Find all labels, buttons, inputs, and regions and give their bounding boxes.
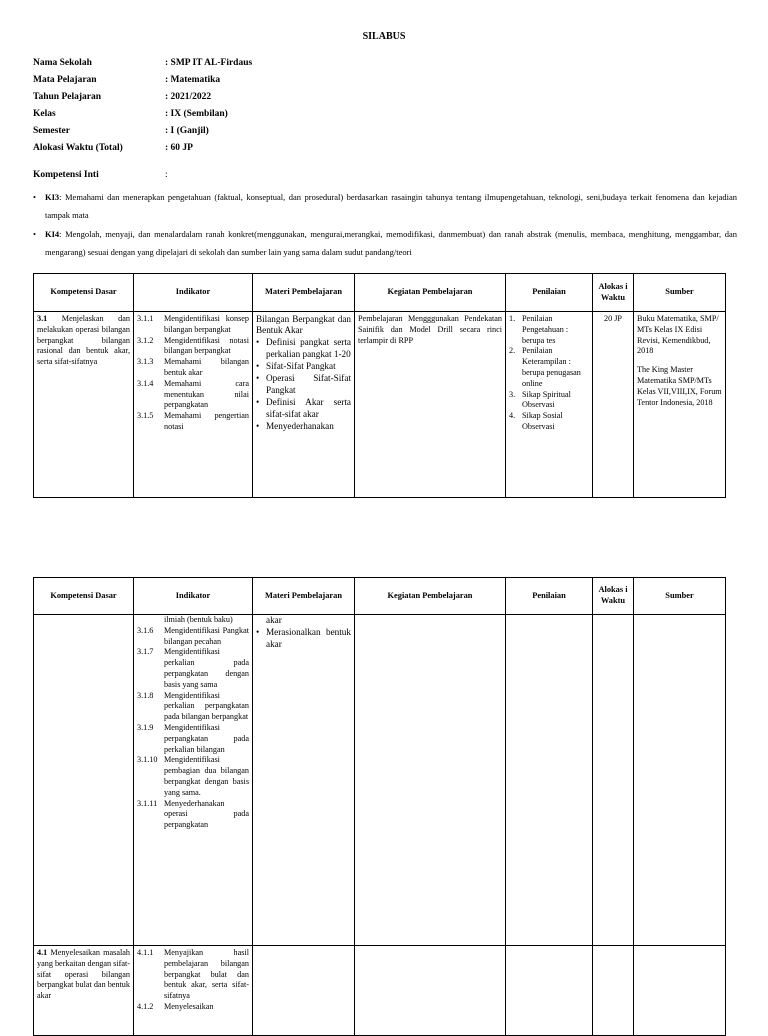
indikator-item: 3.1.8 Mengidentifikasi perkalian perpangkatan pada bilangan berpangkat — [137, 690, 249, 722]
header-alokasi: Alokas i Waktu — [593, 274, 634, 312]
indikator-cell — [134, 946, 253, 1036]
penilaian-item: 4. Sikap Sosial Observasi — [509, 411, 563, 431]
ki-item-3: • KI3: Memahami dan menerapkan pengetahuan (faktual, konseptual, dan prosedural) berdasarkan rasaingin tahunya tentang ilmupengetahuan, teknologi, seni,budaya terkait fenomena dan kejadian tampak mata — [33, 189, 737, 224]
indikator-item: ilmiah (bentuk baku) — [164, 615, 233, 624]
alokasi-cell — [593, 946, 634, 1036]
sumber-item: Buku Matematika, SMP/ MTs Kelas IX Edisi Revisi, Kemendikbud, 2018 — [637, 314, 719, 356]
header-penilaian: Penilaian — [506, 578, 593, 615]
indikator-item: 4.1.2 Menyelesaikan — [137, 1001, 214, 1011]
sumber-item: The King Master Matematika SMP/MTs Kelas VII,VIII,IX, Forum Tentor Indonesia, 2018 — [637, 365, 722, 407]
materi-item: • Merasionalkan bentuk akar — [256, 626, 351, 650]
header-kd: Kompetensi Dasar — [34, 578, 134, 615]
table-row — [34, 946, 726, 1036]
syllabus-table-2 — [33, 577, 726, 1036]
indikator-item: 3.1.6 Mengidentifikasi Pangkat bilangan pecahan — [137, 625, 249, 646]
materi-item: • Definisi pangkat serta perkalian pangkat 1-20 — [256, 336, 351, 360]
kd-cell — [34, 615, 134, 946]
indikator-item: 4.1.1 Menyajikan hasil pembelajaran bilangan berpangkat bulat dan bentuk akar, serta sifat-sifatnya — [137, 948, 249, 1001]
header-materi: Materi Pembelajaran — [253, 274, 355, 312]
indikator-item: 3.1.4 Memahami cara menentukan nilai perpangkatan — [137, 378, 249, 410]
materi-item: • Operasi Sifat-Sifat Pangkat — [256, 372, 351, 396]
alokasi-cell: 20 JP — [593, 312, 634, 498]
penilaian-cell — [506, 946, 593, 1036]
ki-item-4: • KI4: Mengolah, menyaji, dan menalardalam ranah konkret(menggunakan, mengurai,merangkai, memodifikasi, danmembuat) dan ranah abstrak (menulis, membaca, menghitung, menggambar, dan mengarang) sesuai dengan yang dipelajari di sekolah dan sumber lain yang sama dalam sudut pandang/teori — [33, 226, 737, 261]
header-sumber: Sumber — [634, 274, 726, 312]
kegiatan-cell: Pembelajaran Mengggunakan Pendekatan Sainifik dan Model Drill secara rinci terlampir di RPP — [355, 312, 506, 498]
kd-cell: 3.1 Menjelaskan dan melakukan operasi bilangan berpangkat bilangan rasional dan bentuk akar, serta sifat-sifatnya — [34, 312, 134, 498]
kegiatan-cell — [355, 946, 506, 1036]
sumber-cell — [634, 312, 726, 498]
bullet-icon: • — [33, 192, 36, 202]
penilaian-item: 2. Penilaian Keterampilan : berupa penugasan online — [509, 346, 581, 388]
penilaian-cell — [506, 312, 593, 498]
header-alokasi: Alokas i Waktu — [593, 578, 634, 615]
header-sumber: Sumber — [634, 578, 726, 615]
ki-heading: Kompetensi Inti : — [33, 170, 168, 180]
header-penilaian: Penilaian — [506, 274, 593, 312]
indikator-item: 3.1.2 Mengidentifikasi notasi bilangan berpangkat — [137, 335, 249, 356]
document-title: SILABUS — [362, 31, 406, 42]
bullet-icon: • — [33, 229, 36, 239]
syllabus-table-1 — [33, 273, 726, 498]
indikator-item: 3.1.1 Mengidentifikasi konsep bilangan berpangkat — [137, 314, 249, 334]
header-kegiatan: Kegiatan Pembelajaran — [355, 274, 506, 312]
materi-cell — [253, 946, 355, 1036]
materi-item: • Menyederhanakan — [256, 420, 351, 432]
penilaian-item: 3. Sikap Spiritual Observasi — [509, 389, 571, 410]
penilaian-item: 1. Penilaian Pengetahuan : berupa tes — [509, 314, 569, 345]
indikator-item: 3.1.7 Mengidentifikasi perkalian pada perpangkatan dengan basis yang sama — [137, 647, 249, 689]
table-header-row — [34, 578, 726, 615]
indikator-item: 3.1.3 Memahami bilangan bentuk akar — [137, 357, 249, 377]
alokasi-cell — [593, 615, 634, 946]
sumber-cell — [634, 615, 726, 946]
header-indikator: Indikator — [134, 578, 253, 615]
indikator-cell — [134, 312, 253, 498]
table-row — [34, 615, 726, 946]
kegiatan-cell — [355, 615, 506, 946]
indikator-cell — [134, 615, 253, 946]
indikator-item: 3.1.11 Menyederhanakan operasi pada perpangkatan — [137, 798, 249, 830]
materi-item: • Sifat-Sifat Pangkat — [256, 360, 351, 372]
materi-cell: Bilangan Berpangkat dan Bentuk Akar • Definisi pangkat serta perkalian pangkat 1-20 • Sifat-Sifat Pangkat • Operasi Sifat-Sifat Pangkat • Definisi Akar serta sifat-sifat akar • Menyederhanakan — [253, 312, 355, 498]
header-kd: Kompetensi Dasar — [34, 274, 134, 312]
ki-list — [33, 189, 737, 263]
header-materi: Materi Pembelajaran — [253, 578, 355, 615]
materi-item: • Definisi Akar serta sifat-sifat akar — [256, 396, 351, 420]
materi-cell: akar • Merasionalkan bentuk akar — [253, 615, 355, 946]
indikator-item: 3.1.9 Mengidentifikasi perpangkatan pada perkalian bilangan — [137, 722, 249, 754]
header-indikator: Indikator — [134, 274, 253, 312]
indikator-item: 3.1.10 Mengidentifikasi pembagian dua bilangan berpangkat dengan basis yang sama. — [137, 755, 249, 797]
indikator-item: 3.1.5 Memahami pengertian notasi — [137, 411, 249, 431]
header-kegiatan: Kegiatan Pembelajaran — [355, 578, 506, 615]
sumber-cell — [634, 946, 726, 1036]
kd-cell: 4.1 Menyelesaikan masalah yang berkaitan dengan sifat-sifat operasi bilangan berpangkat bulat dan bentuk akar — [34, 946, 134, 1036]
table-row — [34, 312, 726, 498]
table-header-row — [34, 274, 726, 312]
penilaian-cell — [506, 615, 593, 946]
